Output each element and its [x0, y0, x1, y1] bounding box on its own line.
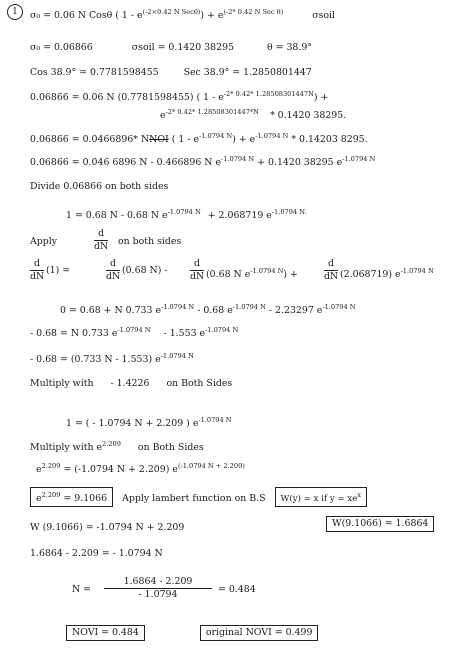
equation-line-18: $e^{2.209} = (-1.0794$ N + 2.209) $e^{(-1.0794 N + 2.209)}$ [36, 462, 245, 475]
boxed-exp-result: $e^{2.209} = 9.1066$ [30, 487, 113, 507]
equation-line-20: W (9.1066) = -1.0794 N + 2.209 [30, 522, 185, 533]
given-values-line: σ₀ = 0.06866 σsoil = 0.1420 38295 θ = 38.9° [30, 42, 313, 53]
boxed-lambert-value: W(9.1066) = 1.6864 [326, 516, 434, 532]
apply-derivative-note-tail: on both sides [118, 236, 182, 247]
equation-line-5: $e^{-2* 0.42* 1.28508301447*N} * 0.1420$ 38295. [160, 108, 347, 121]
boxed-original-novi: original NOVI = 0.499 [200, 625, 319, 641]
deriv-term-3: $\frac{d}{dN}$ [190, 258, 205, 282]
boxed-lambert-definition: W(y) = x if $y = xe^x$ [275, 487, 367, 507]
solution-lhs: N = [72, 584, 92, 595]
equation-line-9: 1 = 0.68 N - 0.68 N $e^{-1.0794 N} + 2.068719$ $e^{-1.0794 N.}$ [66, 208, 307, 221]
deriv-term-3-rest: (0.68 N $e^{-1.0794 N}$) + [206, 267, 298, 280]
equation-line-13: - 0.68 = N 0.733 $e^{-1.0794 N} - 1.553$ $e^{-1.0794 N}$ [30, 326, 239, 339]
divide-note: Divide 0.06866 on both sides [30, 181, 169, 192]
deriv-term-1-rest: (1) = [46, 265, 71, 276]
deriv-term-1: $\frac{d}{dN}$ [30, 258, 45, 282]
derivative-fraction: $\frac{d}{dN}$ [94, 228, 109, 252]
deriv-term-4: $\frac{d}{dN}$ [324, 258, 339, 282]
deriv-term-4-rest: (2.068719) $e^{-1.0794 N}$ [340, 267, 434, 280]
multiply-note-1: Multiply with - 1.4226 on Both Sides [30, 378, 233, 389]
equation-line-16: 1 = ( - 1.0794 N + 2.209 ) $e^{-1.0794 N}$ [66, 416, 232, 429]
deriv-term-2-rest: (0.68 N) - [122, 265, 168, 276]
boxed-novi-result: NOVI = 0.484 [66, 625, 145, 641]
apply-derivative-note: Apply [30, 236, 58, 247]
trig-values-line: Cos 38.9° = 0.7781598455 Sec 38.9° = 1.2850801447 [30, 67, 312, 78]
multiply-note-2: Multiply with $e^{2.209}$ on Both Sides [30, 440, 204, 453]
equation-line-4: 0.06866 = 0.06 N (0.7781598455) ( $1 - e^{-2* 0.42* 1.28508301447N}$) + [30, 90, 329, 103]
lambert-line: $e^{2.209} = 9.1066$ Apply lambert function on B.S W(y) = x if $y = xe^x$ [30, 487, 367, 507]
equation-line-6: 0.06866 = 0.0466896* NNOI ( $1 - e^{-1.0794 N}) + e^{-1.0794 N} * 0.14203$ 8295. [30, 132, 368, 145]
solution-rhs: = 0.484 [218, 584, 256, 595]
equation-line-12: 0 = 0.68 + N 0.733 $e^{-1.0794 N} - 0.68$ $e^{-1.0794 N} - 2.23297$ $e^{-1.0794 N}$ [60, 303, 356, 316]
solution-fraction: $\frac{1.6864 - 2.209}{- 1.0794}$ [104, 576, 212, 601]
problem-number: 1 [12, 7, 18, 17]
equation-line-1: σ₀ = 0.06 N Cosθ ( $1 - e^{(-2\times 0.42 N Sec\theta)}) + e^{(-2* 0.42 N Sec \theta)}$ σsoil [30, 8, 336, 21]
deriv-term-2: $\frac{d}{dN}$ [106, 258, 121, 282]
equation-line-7: 0.06866 = 0.046 6896 N - 0.466896 N $e^{-1.0794 N} + 0.1420$ 38295 $e^{-1.0794 N}$ [30, 155, 376, 168]
final-results [66, 625, 318, 641]
problem-number-circle [7, 4, 23, 20]
equation-line-14: - 0.68 = (0.733 N - 1.553) $e^{-1.0794 N}$ [30, 352, 194, 365]
equation-line-21: 1.6864 - 2.209 = - 1.0794 N [30, 548, 163, 559]
